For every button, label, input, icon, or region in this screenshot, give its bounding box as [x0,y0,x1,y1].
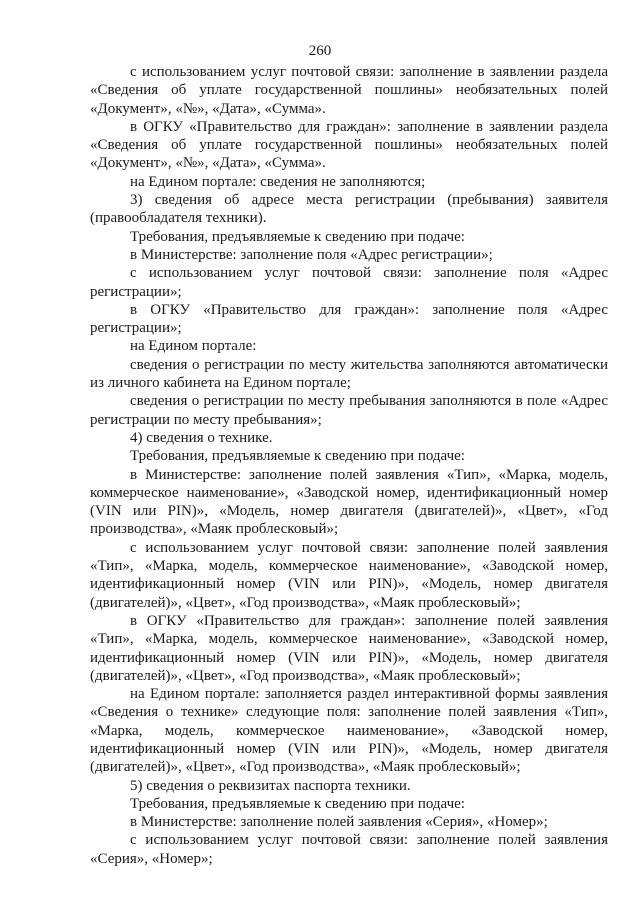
paragraph: в Министерстве: заполнение поля «Адрес регистрации»; [130,246,493,263]
paragraph: с использованием услуг почтовой связи: заполнение полей заявления «Серия», «Номер»; [90,832,608,867]
paragraph: сведения о регистрации по месту жительства заполняются автоматически из личного кабинета на Едином портале; [90,356,608,392]
body-text [90,63,608,868]
paragraph: в ОГКУ «Правительство для граждан»: заполнение в заявлении раздела «Сведения об уплате государственной пошлины» необязательных полей «Документ», «№», «Дата», «Сумма». [90,118,608,172]
paragraph: с использованием услуг почтовой связи: заполнение поля «Адрес регистрации»; [90,265,608,300]
paragraph: в Министерстве: заполнение полей заявления «Серия», «Номер»; [130,814,548,831]
paragraph: с использованием услуг почтовой связи: заполнение полей заявления «Тип», «Марка, модель, коммерческое наименование», «Заводской номер, идентификационный номер (VIN или PIN)», «Модель, номер двигателя (двигателей)», «Цвет», «Год производства», «Маяк проблесковый»; [90,539,608,611]
paragraph: Требования, предъявляемые к сведению при подаче: [130,795,465,812]
paragraph: 3) сведения об адресе места регистрации (пребывания) заявителя (правообладателя техники). [90,192,608,227]
paragraph: на Едином портале: сведения не заполняются; [130,173,426,190]
paragraph: в ОГКУ «Правительство для граждан»: заполнение полей заявления «Тип», «Марка, модель, коммерческое наименование», «Заводской номер, идентификационный номер (VIN или PIN)», «Модель, номер двигателя (двигателей)», «Цвет», «Год производства», «Маяк проблесковый»; [90,612,608,684]
paragraph: на Едином портале: [130,338,257,355]
page-number: 260 [308,43,332,59]
paragraph: в Министерстве: заполнение полей заявления «Тип», «Марка, модель, коммерческое наименование», «Заводской номер, идентификационный номер (VIN или PIN)», «Модель, номер двигателя (двигателей)», «Цвет», «Год производства», «Маяк проблесковый»; [90,466,608,538]
paragraph: сведения о регистрации по месту пребывания заполняются в поле «Адрес регистрации по месту пребывания»; [90,393,608,428]
paragraph: с использованием услуг почтовой связи: заполнение в заявлении раздела «Сведения об уплате государственной пошлины» необязательных полей «Документ», «№», «Дата», «Сумма». [90,64,608,117]
paragraph: в ОГКУ «Правительство для граждан»: заполнение поля «Адрес регистрации»; [90,301,608,337]
paragraph: Требования, предъявляемые к сведению при подаче: [130,448,465,465]
paragraph: Требования, предъявляемые к сведению при подаче: [130,228,465,245]
paragraph: 4) сведения о технике. [130,429,273,446]
paragraph: 5) сведения о реквизитах паспорта техники. [130,777,411,794]
paragraph: на Едином портале: заполняется раздел интерактивной формы заявления «Сведения о технике» следующие поля: заполнение полей заявления «Тип», «Марка, модель, коммерческое наименование», «Заводской номер, идентификационный номер (VIN или PIN)», «Модель, номер двигателя (двигателей)», «Цвет», «Год производства», «Маяк проблесковый»; [90,686,608,776]
